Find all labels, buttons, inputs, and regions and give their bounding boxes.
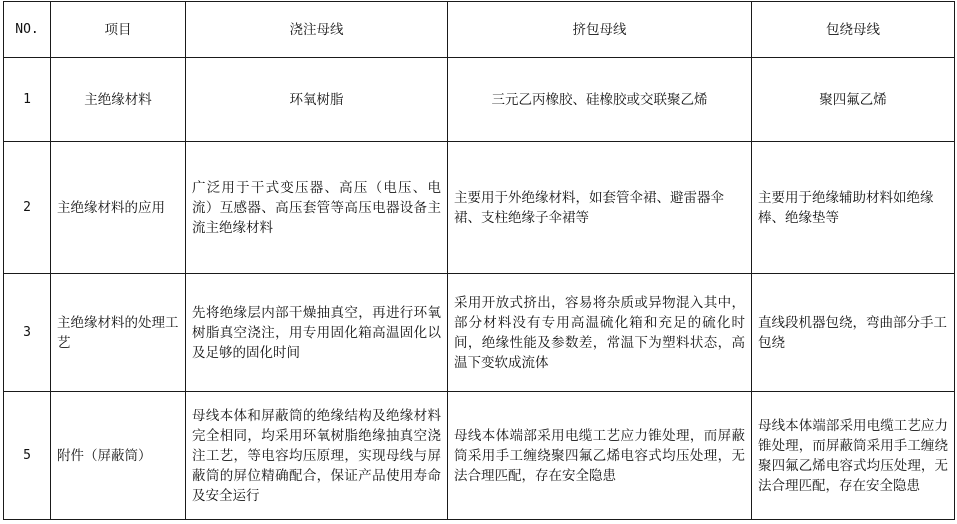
- cast-busbar-cell: 先将绝缘层内部干燥抽真空，再进行环氧树脂真空浇注，用专用固化箱高温固化以及足够的固化时间: [186, 274, 448, 392]
- header-no: NO.: [4, 2, 51, 58]
- row-item: 主绝缘材料: [51, 58, 186, 142]
- row-number: 1: [4, 58, 51, 142]
- header-item: 项目: [51, 2, 186, 58]
- table-header-row: [4, 2, 955, 58]
- extruded-busbar-cell: 三元乙丙橡胶、硅橡胶或交联聚乙烯: [448, 58, 752, 142]
- wrapped-busbar-cell: 母线本体端部采用电缆工艺应力锥处理，而屏蔽筒采用手工缠绕聚四氟乙烯电容式均压处理，无法合理匹配，存在安全隐患: [752, 392, 955, 520]
- table-row: [4, 274, 955, 392]
- row-number: 2: [4, 142, 51, 274]
- table-row: [4, 142, 955, 274]
- header-cast-busbar: 浇注母线: [186, 2, 448, 58]
- row-item: 主绝缘材料的处理工艺: [51, 274, 186, 392]
- cast-busbar-cell: 母线本体和屏蔽筒的绝缘结构及绝缘材料完全相同，均采用环氧树脂绝缘抽真空浇注工艺，等电容均压原理，实现母线与屏蔽筒的屏位精确配合，保证产品使用寿命及安全运行: [186, 392, 448, 520]
- table-row: [4, 58, 955, 142]
- extruded-busbar-cell: 母线本体端部采用电缆工艺应力锥处理，而屏蔽筒采用手工缠绕聚四氟乙烯电容式均压处理，无法合理匹配，存在安全隐患: [448, 392, 752, 520]
- row-number: 3: [4, 274, 51, 392]
- extruded-busbar-cell: 主要用于外绝缘材料，如套管伞裙、避雷器伞裙、支柱绝缘子伞裙等: [448, 142, 752, 274]
- extruded-busbar-cell: 采用开放式挤出，容易将杂质或异物混入其中，部分材料没有专用高温硫化箱和充足的硫化时间，绝缘性能及参数差，常温下为塑料状态，高温下变软成流体: [448, 274, 752, 392]
- cast-busbar-cell: 环氧树脂: [186, 58, 448, 142]
- cast-busbar-cell: 广泛用于干式变压器、高压（电压、电流）互感器、高压套管等高压电器设备主流主绝缘材料: [186, 142, 448, 274]
- row-item: 附件（屏蔽筒）: [51, 392, 186, 520]
- table-row: [4, 392, 955, 520]
- header-extruded-busbar: 挤包母线: [448, 2, 752, 58]
- wrapped-busbar-cell: 主要用于绝缘辅助材料如绝缘棒、绝缘垫等: [752, 142, 955, 274]
- comparison-table: [3, 1, 955, 520]
- row-item: 主绝缘材料的应用: [51, 142, 186, 274]
- row-number: 5: [4, 392, 51, 520]
- header-wrapped-busbar: 包绕母线: [752, 2, 955, 58]
- wrapped-busbar-cell: 直线段机器包绕，弯曲部分手工包绕: [752, 274, 955, 392]
- wrapped-busbar-cell: 聚四氟乙烯: [752, 58, 955, 142]
